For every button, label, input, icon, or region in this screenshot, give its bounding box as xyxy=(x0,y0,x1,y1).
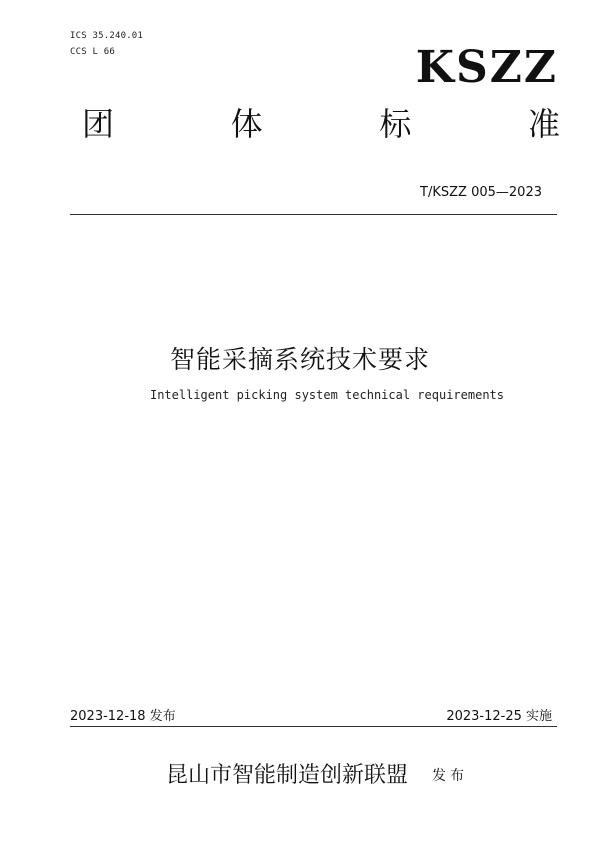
organization-logo: KSZZ xyxy=(415,42,558,93)
standard-code: T/KSZZ 005—2023 xyxy=(420,185,542,200)
implementation-date: 2023-12-25 实施 xyxy=(446,709,552,724)
top-divider xyxy=(70,214,557,215)
ccs-code: CCS L 66 xyxy=(70,47,115,57)
document-title-en: Intelligent picking system technical requirements xyxy=(149,388,504,402)
standard-type xyxy=(82,104,560,144)
ics-code: ICS 35.240.01 xyxy=(70,31,144,41)
publish-label: 发布 xyxy=(432,768,468,784)
bottom-divider xyxy=(70,726,557,727)
standard-type-char: 团 xyxy=(82,105,115,143)
publisher-name: 昆山市智能制造创新联盟 xyxy=(166,763,409,788)
issue-date: 2023-12-18 发布 xyxy=(70,709,176,724)
standard-type-char: 准 xyxy=(527,105,560,143)
document-title-cn: 智能采摘系统技术要求 xyxy=(169,345,430,374)
standard-type-char: 标 xyxy=(379,105,412,143)
standard-type-char: 体 xyxy=(230,105,263,143)
